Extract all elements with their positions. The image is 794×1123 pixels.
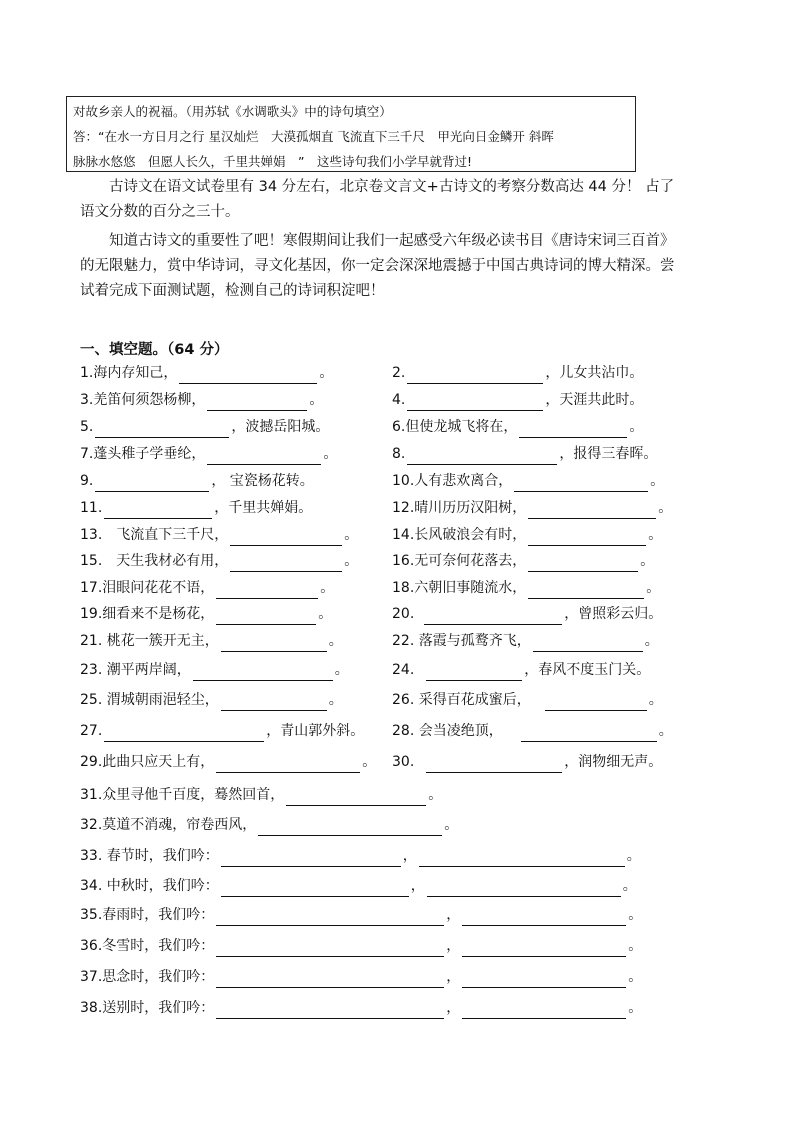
answer-blank[interactable] bbox=[533, 635, 643, 652]
question-8: 8. ，报得三春晖。 bbox=[392, 443, 657, 465]
answer-blank[interactable] bbox=[221, 694, 327, 711]
section-title: 一、填空题。（64 分） bbox=[80, 342, 229, 358]
question-15: 15. 天生我材必有用， 。 bbox=[80, 550, 358, 572]
answer-blank[interactable] bbox=[230, 555, 342, 572]
answer-blank[interactable] bbox=[221, 880, 409, 897]
answer-blank[interactable] bbox=[207, 394, 307, 411]
answer-blank[interactable] bbox=[104, 502, 212, 519]
answer-blank[interactable] bbox=[427, 880, 621, 897]
answer-blank[interactable] bbox=[419, 850, 625, 867]
answer-blank[interactable] bbox=[462, 971, 626, 988]
question-14: 14.长风破浪会有时， 。 bbox=[392, 524, 662, 546]
answer-blank[interactable] bbox=[407, 367, 543, 384]
answer-blank[interactable] bbox=[424, 608, 562, 625]
question-23: 23. 潮平两岸阔， 。 bbox=[80, 659, 349, 681]
question-13: 13. 飞流直下三千尺， 。 bbox=[80, 524, 358, 546]
answer-blank[interactable] bbox=[528, 555, 638, 572]
question-21: 21. 桃花一簇开无主， 。 bbox=[80, 630, 343, 652]
answer-blank[interactable] bbox=[216, 909, 444, 926]
question-36: 36.冬雪时，我们吟： ， 。 bbox=[80, 935, 642, 957]
question-33: 33. 春节时，我们吟： ， 。 bbox=[80, 845, 641, 867]
question-20: 20. ，曾照彩云归。 bbox=[392, 603, 662, 625]
answer-blank[interactable] bbox=[193, 664, 333, 681]
question-30: 30. ，润物细无声。 bbox=[392, 751, 662, 773]
answer-blank[interactable] bbox=[230, 529, 342, 546]
question-2: 2. ，儿女共沾巾。 bbox=[392, 362, 643, 384]
box-line-1: 对故乡亲人的祝福。（用苏轼《水调歌头》中的诗句填空） bbox=[73, 104, 392, 119]
question-9: 9. ， 宝瓷杨花转。 bbox=[80, 470, 314, 492]
answer-blank[interactable] bbox=[528, 582, 644, 599]
answer-blank[interactable] bbox=[462, 909, 626, 926]
question-31: 31.众里寻他千百度，蓦然回首， 。 bbox=[80, 784, 442, 806]
answer-blank[interactable] bbox=[95, 421, 229, 438]
answer-blank[interactable] bbox=[95, 475, 209, 492]
question-19: 19.细看来不是杨花， 。 bbox=[80, 603, 332, 625]
question-38: 38.送别时，我们吟： ， 。 bbox=[80, 997, 642, 1019]
question-5: 5. ，波撼岳阳城。 bbox=[80, 416, 329, 438]
question-6: 6.但使龙城飞将在， 。 bbox=[392, 416, 643, 438]
answer-blank[interactable] bbox=[528, 502, 656, 519]
intro-paragraph-1: 古诗文在语文试卷里有 34 分左右，北京卷文言文+古诗文的考察分数高达 44 分！ 占了语文分数的百分之三十。 bbox=[80, 179, 675, 220]
question-26: 26. 采得百花成蜜后， 。 bbox=[392, 689, 663, 711]
box-line-3: 脉脉水悠悠 但愿人长久，千里共婵娟 ” 这些诗句我们小学早就背过! bbox=[73, 154, 472, 169]
question-25: 25. 渭城朝雨浥轻尘， 。 bbox=[80, 689, 343, 711]
question-29: 29.此曲只应天上有， 。 bbox=[80, 751, 376, 773]
answer-blank[interactable] bbox=[407, 448, 557, 465]
question-18: 18.六朝旧事随流水， 。 bbox=[392, 577, 660, 599]
answer-blank[interactable] bbox=[221, 635, 327, 652]
question-1: 1.海内存知己， 。 bbox=[80, 362, 333, 384]
answer-blank[interactable] bbox=[216, 940, 444, 957]
question-28: 28. 会当凌绝顶， 。 bbox=[392, 720, 673, 742]
answer-blank[interactable] bbox=[216, 1002, 444, 1019]
question-10: 10.人有悲欢离合， 。 bbox=[392, 470, 664, 492]
answer-blank[interactable] bbox=[426, 756, 562, 773]
question-17: 17.泪眼问花花不语， 。 bbox=[80, 577, 334, 599]
box-line-2: 答：“在水一方日月之行 星汉灿烂 大漠孤烟直 飞流直下三千尺 甲光向日金鳞开 斜晖 bbox=[73, 129, 554, 144]
answer-blank[interactable] bbox=[528, 529, 646, 546]
answer-blank[interactable] bbox=[104, 725, 264, 742]
intro-paragraph-2: 知道古诗文的重要性了吧！寒假期间让我们一起感受六年级必读书目《唐诗宋词三百首》的无限魅力，赏中华诗词，寻文化基因，你一定会深深地震撼于中国古典诗词的博大精深。尝试着完成下面测试题，检测自己的诗词积淀吧！ bbox=[80, 233, 675, 299]
answer-blank[interactable] bbox=[216, 756, 360, 773]
question-12: 12.晴川历历汉阳树， 。 bbox=[392, 497, 672, 519]
question-16: 16.无可奈何花落去， 。 bbox=[392, 550, 654, 572]
answer-blank[interactable] bbox=[258, 819, 442, 836]
answer-blank[interactable] bbox=[216, 971, 444, 988]
question-4: 4. ，天涯共此时。 bbox=[392, 389, 643, 411]
question-7: 7.蓬头稚子学垂纶， 。 bbox=[80, 443, 337, 465]
answer-blank[interactable] bbox=[207, 448, 321, 465]
answer-blank[interactable] bbox=[521, 725, 657, 742]
answer-blank[interactable] bbox=[514, 475, 648, 492]
question-24: 24. ，春风不度玉门关。 bbox=[392, 659, 650, 681]
question-27: 27. ，青山郭外斜。 bbox=[80, 720, 364, 742]
question-37: 37.思念时，我们吟： ， 。 bbox=[80, 966, 642, 988]
question-35: 35.春雨时，我们吟： ， 。 bbox=[80, 904, 642, 926]
answer-blank[interactable] bbox=[519, 421, 627, 438]
answer-blank[interactable] bbox=[216, 582, 318, 599]
answer-blank[interactable] bbox=[221, 850, 401, 867]
prior-answer-box bbox=[66, 96, 636, 172]
question-34: 34. 中秋时，我们吟： ， 。 bbox=[80, 875, 637, 897]
answer-blank[interactable] bbox=[407, 394, 543, 411]
question-3: 3.羌笛何须怨杨柳， 。 bbox=[80, 389, 323, 411]
question-11: 11. ，千里共婵娟。 bbox=[80, 497, 312, 519]
question-22: 22. 落霞与孤鹜齐飞， 。 bbox=[392, 630, 659, 652]
answer-blank[interactable] bbox=[462, 940, 626, 957]
answer-blank[interactable] bbox=[462, 1002, 626, 1019]
answer-blank[interactable] bbox=[426, 664, 522, 681]
answer-blank[interactable] bbox=[286, 789, 426, 806]
answer-blank[interactable] bbox=[216, 608, 316, 625]
question-32: 32.莫道不消魂，帘卷西风， 。 bbox=[80, 814, 458, 836]
answer-blank[interactable] bbox=[545, 694, 647, 711]
answer-blank[interactable] bbox=[179, 367, 317, 384]
